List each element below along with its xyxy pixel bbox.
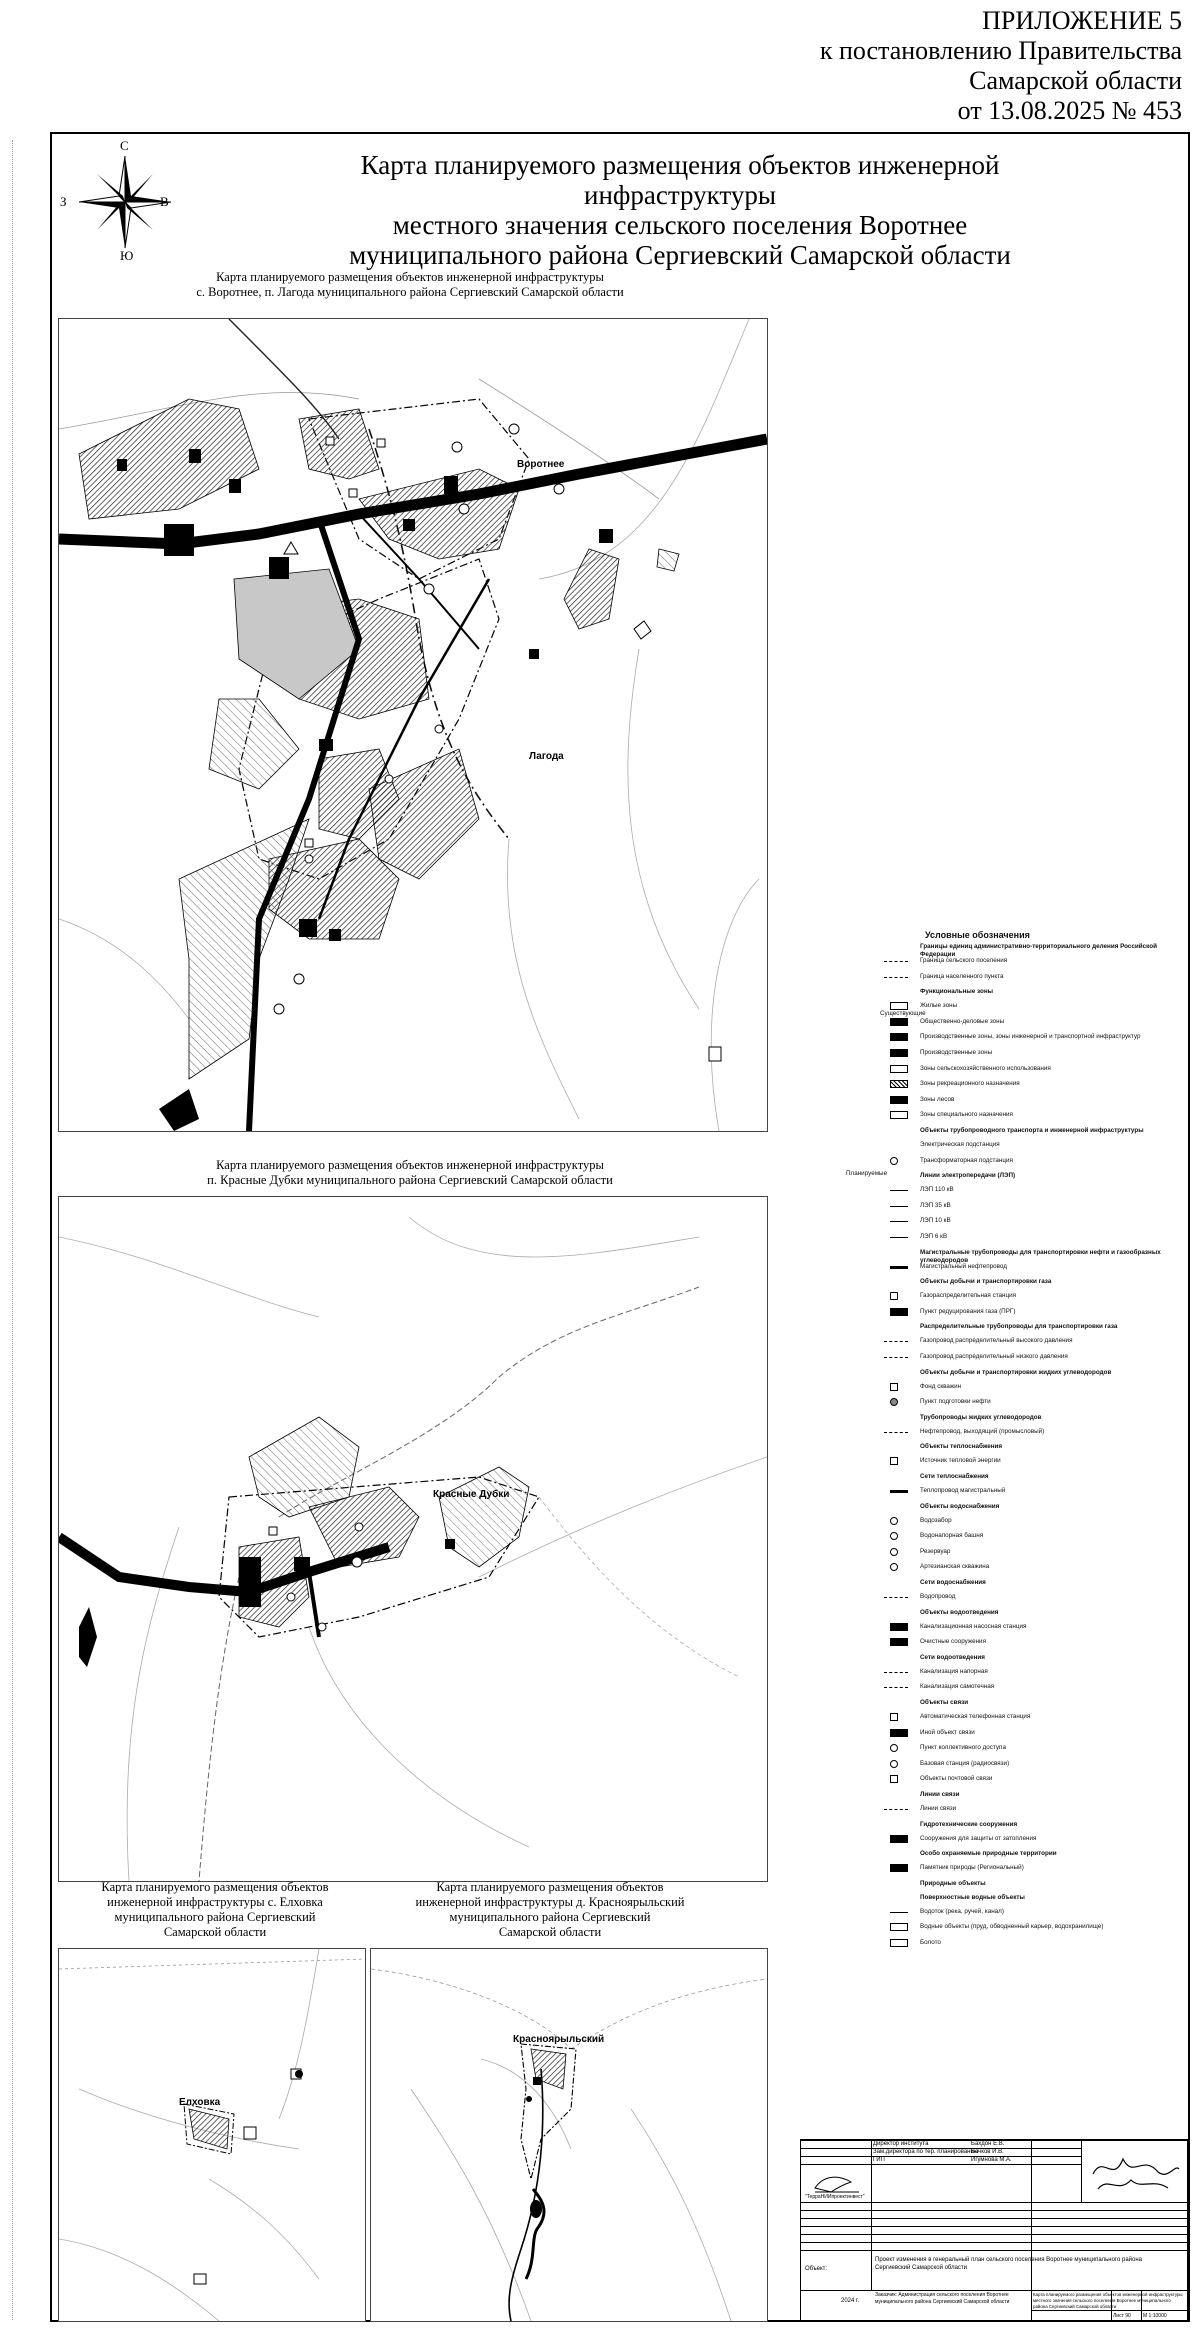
legend-symbol-icon <box>884 1341 908 1342</box>
legend-item-label: Водоток (река, ручей, канал) <box>920 1907 1004 1915</box>
stamp-role-2: Зам.директора по тер. планированию <box>873 2149 979 2155</box>
legend-item-label: ЛЭП 35 кВ <box>920 1201 951 1209</box>
legend-symbol-icon <box>890 1096 908 1104</box>
legend-symbol-icon <box>890 1923 908 1931</box>
legend-item-label: Нефтепровод, выходящий (промысловый) <box>920 1427 1045 1435</box>
label-elkhovka: Елховка <box>179 2097 221 2108</box>
legend-item-label: Болото <box>920 1939 941 1946</box>
legend-section-heading: Трубопроводы жидких углеводородов <box>920 1413 1042 1421</box>
legend-symbol-icon <box>890 1237 908 1238</box>
main-title-line: муниципального района Сергиевский Самарской области <box>349 240 1011 270</box>
legend-item-label: Линии связи <box>920 1805 957 1812</box>
legend-symbol-icon <box>890 1490 908 1493</box>
legend-section-heading: Сети теплоснабжения <box>920 1473 989 1480</box>
stamp-name-3: Игумнова М.А. <box>971 2157 1012 2163</box>
map-vorotnee-lagoda[interactable] <box>58 318 768 1132</box>
legend-symbol-icon <box>884 1357 908 1358</box>
margin-rule <box>12 140 13 2320</box>
map-title-line: инженерной инфраструктуры с. Елховка <box>107 1895 323 1909</box>
stamp-year: 2024 г. <box>841 2298 860 2304</box>
map-krasnye-dubki-drawing <box>59 1197 767 1881</box>
legend-symbol-icon <box>890 1912 908 1913</box>
legend-section-heading: Объекты трубопроводного транспорта и инженерной инфраструктуры <box>920 1127 1144 1134</box>
legend-section-heading: Распределительные трубопроводы для транспортировки газа <box>920 1323 1118 1331</box>
appendix-number: ПРИЛОЖЕНИЕ 5 <box>982 6 1182 35</box>
legend-symbol-icon <box>890 1206 908 1207</box>
legend-item-label: Резервуар <box>920 1547 951 1555</box>
legend-section-heading: Объекты добычи и транспортировки газа <box>920 1278 1052 1286</box>
legend-section-heading: Сети водоснабжения <box>920 1579 986 1586</box>
appendix-region: Самарской области <box>969 66 1182 95</box>
legend-symbol-icon <box>890 1080 908 1088</box>
legend-item-label: Канализация самотечная <box>920 1683 995 1691</box>
legend-symbol-icon <box>890 1002 908 1010</box>
map-krasnoyarylsky[interactable] <box>370 1948 768 2322</box>
legend-section-heading: Объекты теплоснабжения <box>920 1443 1003 1451</box>
legend-item-label: Пункт коллективного доступа <box>920 1744 1006 1752</box>
legend-item-label: Производственные зоны <box>920 1049 993 1056</box>
map-elkhovka[interactable] <box>58 1948 366 2322</box>
legend-item-label: Теплопровод магистральный <box>920 1487 1006 1494</box>
legend-symbol-icon <box>890 1018 908 1026</box>
legend-symbol-icon <box>890 1517 898 1525</box>
legend-symbol-icon <box>890 1775 898 1783</box>
legend-item-label: Водные объекты (пруд, обводненный карьер, водохранилище) <box>920 1923 1104 1931</box>
legend-symbol-icon <box>890 1157 898 1165</box>
stamp-name-1: Бахдон Е.В. <box>971 2141 1005 2147</box>
legend-symbol-icon <box>890 1760 898 1768</box>
legend-item-label: Иной объект связи <box>920 1728 975 1736</box>
map-krasnye-dubki-title <box>130 1158 690 1188</box>
map-elkhovka-title <box>70 1880 360 1940</box>
stamp-scale: М 1:10000 <box>1143 2313 1167 2319</box>
compass-north-label: С <box>120 138 129 153</box>
stamp-object-text: Проект изменения в генеральный план сельского поселения Воротнее муниципального района Сергиевский Самарской области <box>875 2257 1142 2271</box>
legend-item-label: Газопровод распределительный высокого давления <box>920 1337 1073 1345</box>
legend-item-label: Канализационная насосная станция <box>920 1622 1027 1630</box>
legend-item-label: Граница населенного пункта <box>920 972 1004 980</box>
legend-symbol-icon <box>890 1292 898 1300</box>
signatures <box>1083 2144 1183 2198</box>
stamp-name-2: Бачков И.В. <box>971 2149 1004 2155</box>
legend-item-label: Памятник природы (Региональный) <box>920 1864 1024 1872</box>
legend-section-heading: Границы единиц административно-территориального деления Российской Федерации <box>920 943 1157 958</box>
legend-symbol-icon <box>884 1597 908 1598</box>
legend-symbol-icon <box>890 1049 908 1057</box>
stamp-customer: Заказчик: Администрация сельского поселения Воротнее муниципального района Сергиевский Самарской области <box>875 2292 1010 2305</box>
compass-rose <box>62 140 192 265</box>
legend-symbol-icon <box>884 977 908 978</box>
map-title-line: Самарской области <box>163 1925 267 1939</box>
legend-section-heading: Магистральные трубопроводы для транспортировки нефти и газообразных углеводородов <box>920 1248 1161 1264</box>
legend-section-heading: Линии электропередачи (ЛЭП) <box>920 1172 1016 1180</box>
legend-symbol-icon <box>890 1033 908 1041</box>
legend-item-label: Базовая станция (радиосвязи) <box>920 1759 1010 1767</box>
legend-item-label: Магистральный нефтепровод <box>920 1262 1007 1270</box>
label-lagoda: Лагода <box>529 751 564 762</box>
legend-item-label: Пункт редуцирования газа (ПРГ) <box>920 1307 1016 1315</box>
company-logo-text: "ТерраНИИпроектинвест" <box>805 2194 865 2200</box>
legend-item-label: Общественно-деловые зоны <box>920 1017 1005 1025</box>
legend-item-label: Трансформаторная подстанция <box>920 1156 1013 1164</box>
legend-symbol-icon <box>890 1623 908 1631</box>
legend-item-label: Водозабор <box>920 1516 952 1524</box>
legend-section-heading: Объекты добычи и транспортировки жидких углеводородов <box>920 1368 1112 1376</box>
legend-symbol-icon <box>890 1111 908 1119</box>
map-title-line: с. Воротнее, п. Лагода муниципального района Сергиевский Самарской области <box>196 285 624 299</box>
legend-item-label: Жилые зоны <box>920 1002 958 1010</box>
main-title-line: Карта планируемого размещения объектов инженерной инфраструктуры <box>360 150 1000 210</box>
legend-symbol-icon <box>890 1457 898 1465</box>
compass-east-label: В <box>160 194 169 209</box>
company-logo-icon <box>807 2170 867 2196</box>
map-krasnye-dubki[interactable] <box>58 1196 768 1882</box>
legend-symbol-icon <box>890 1713 898 1721</box>
compass-south-label: Ю <box>120 248 134 263</box>
legend-item-label: ЛЭП 10 кВ <box>920 1217 951 1225</box>
legend-symbol-icon <box>884 1432 908 1433</box>
legend-section-heading: Объекты связи <box>920 1699 969 1706</box>
label-krasnoyarylsky: Красноярыльский <box>513 2034 605 2045</box>
legend-item-label: Зоны сельскохозяйственного использования <box>920 1064 1051 1072</box>
legend-col-existing: Существующие <box>880 1010 926 1017</box>
legend-symbol-icon <box>884 1687 908 1688</box>
legend-symbol-icon <box>884 1809 908 1810</box>
legend-item-label: Очистные сооружения <box>920 1638 986 1646</box>
legend-section-heading: Сети водоотведения <box>920 1653 985 1661</box>
map-elkhovka-drawing <box>59 1949 365 2321</box>
appendix-date: от 13.08.2025 № 453 <box>957 96 1182 125</box>
legend-item-label: Автоматическая телефонная станция <box>920 1713 1031 1720</box>
legend-section-heading: Особо охраняемые природные территории <box>920 1850 1057 1858</box>
stamp-sheet-title: Карта планируемого размещения объектов инженерной инфраструктуры местного значения сельского поселения Воротнее муниципального района Сергиевский Самарской области <box>1033 2292 1183 2309</box>
legend-symbol-icon <box>884 961 908 962</box>
stamp-sheet-number: Лист 90 <box>1113 2313 1131 2319</box>
legend-symbol-icon <box>890 1548 898 1556</box>
map-krasnoyarylsky-title <box>400 1880 700 1940</box>
main-title-line: местного значения сельского поселения Воротнее <box>392 210 968 240</box>
legend-col-planned: Планируемые <box>846 1170 888 1177</box>
legend-item-label: ЛЭП 6 кВ <box>920 1233 948 1240</box>
map-title-line: муниципального района Сергиевский <box>449 1910 651 1924</box>
legend-item-label: Источник тепловой энергии <box>920 1457 1001 1465</box>
map-title-line: муниципального района Сергиевский <box>114 1910 316 1924</box>
legend-symbol-icon <box>890 1065 908 1073</box>
legend-item-label: Сооружения для защиты от затопления <box>920 1834 1037 1842</box>
legend-section-heading: Гидротехнические сооружения <box>920 1820 1018 1828</box>
compass-star-icon <box>62 140 192 265</box>
legend-symbol-icon <box>890 1221 908 1222</box>
legend-symbol-icon <box>890 1835 908 1843</box>
map-krasnoyarylsky-drawing <box>371 1949 767 2321</box>
label-krasnye-dubki: Красные Дубки <box>433 1489 510 1500</box>
legend-section-heading: Функциональные зоны <box>920 988 994 996</box>
legend-item-label: Объекты почтовой связи <box>920 1775 993 1783</box>
stamp-object-label: Объект: <box>805 2266 828 2272</box>
legend-item-label: Артезианская скважина <box>920 1563 990 1571</box>
legend-title: Условные обозначения <box>925 930 1030 940</box>
legend-symbol-icon <box>890 1266 908 1269</box>
legend-item-label: Газораспределительная станция <box>920 1292 1017 1300</box>
compass-west-label: З <box>60 194 67 209</box>
legend-symbol-icon <box>890 1383 898 1391</box>
legend-symbol-icon <box>884 1672 908 1673</box>
legend-item-label: Газопровод распределительный низкого давления <box>920 1353 1068 1360</box>
legend-section-heading: Поверхностные водные объекты <box>920 1893 1025 1901</box>
map-vorotnee-title <box>130 270 690 300</box>
map-title-line: п. Красные Дубки муниципального района Сергиевский Самарской области <box>207 1173 613 1187</box>
legend-item-label: Зоны специального назначения <box>920 1111 1013 1119</box>
legend-symbol-icon <box>890 1939 908 1947</box>
legend-item-label: ЛЭП 110 кВ <box>920 1186 954 1194</box>
map-title-line: Карта планируемого размещения объектов инженерной инфраструктуры <box>216 270 604 284</box>
legend-item-label: Водонапорная башня <box>920 1532 984 1540</box>
legend-symbol-icon <box>890 1864 908 1872</box>
legend-item-label: Канализация напорная <box>920 1667 988 1675</box>
legend-item-label: Электрическая подстанция <box>920 1141 1000 1148</box>
legend-item-label: Пункт подготовки нефти <box>920 1398 991 1406</box>
legend-item-label: Фонд скважин <box>920 1382 962 1390</box>
appendix-header <box>762 6 1182 126</box>
legend-section-heading: Объекты водоснабжения <box>920 1502 1000 1510</box>
appendix-resolution: к постановлению Правительства <box>819 36 1182 65</box>
stamp-role-1: Директор института <box>873 2141 929 2147</box>
title-block <box>800 2139 1188 2321</box>
legend-item-label: Производственные зоны, зоны инженерной и транспортной инфраструктур <box>920 1033 1141 1041</box>
legend-section-heading: Природные объекты <box>920 1879 986 1887</box>
legend-symbol-icon <box>890 1190 908 1191</box>
legend-item-label: Зоны рекреационного назначения <box>920 1080 1020 1088</box>
legend-symbol-icon <box>890 1729 908 1737</box>
map-title-line: Карта планируемого размещения объектов инженерной инфраструктуры <box>216 1158 604 1172</box>
stamp-role-3: ГИП <box>873 2157 885 2163</box>
map-vorotnee-drawing <box>59 319 767 1131</box>
legend-section-heading: Объекты водоотведения <box>920 1608 999 1616</box>
map-title-line: инженерной инфраструктуры д. Красноярыльский <box>415 1895 685 1909</box>
legend-section-heading: Линии связи <box>920 1791 960 1798</box>
legend-item-label: Зоны лесов <box>920 1095 955 1103</box>
label-vorotnee: Воротнее <box>517 459 565 470</box>
legend-symbol-icon <box>890 1638 908 1646</box>
main-title <box>300 150 1060 270</box>
legend-item-label: Водопровод <box>920 1593 956 1600</box>
map-title-line: Карта планируемого размещения объектов <box>101 1880 329 1894</box>
legend-symbol-icon <box>890 1308 908 1316</box>
map-title-line: Карта планируемого размещения объектов <box>436 1880 664 1894</box>
legend-item-label: Граница сельского поселения <box>920 957 1008 964</box>
map-title-line: Самарской области <box>498 1925 602 1939</box>
